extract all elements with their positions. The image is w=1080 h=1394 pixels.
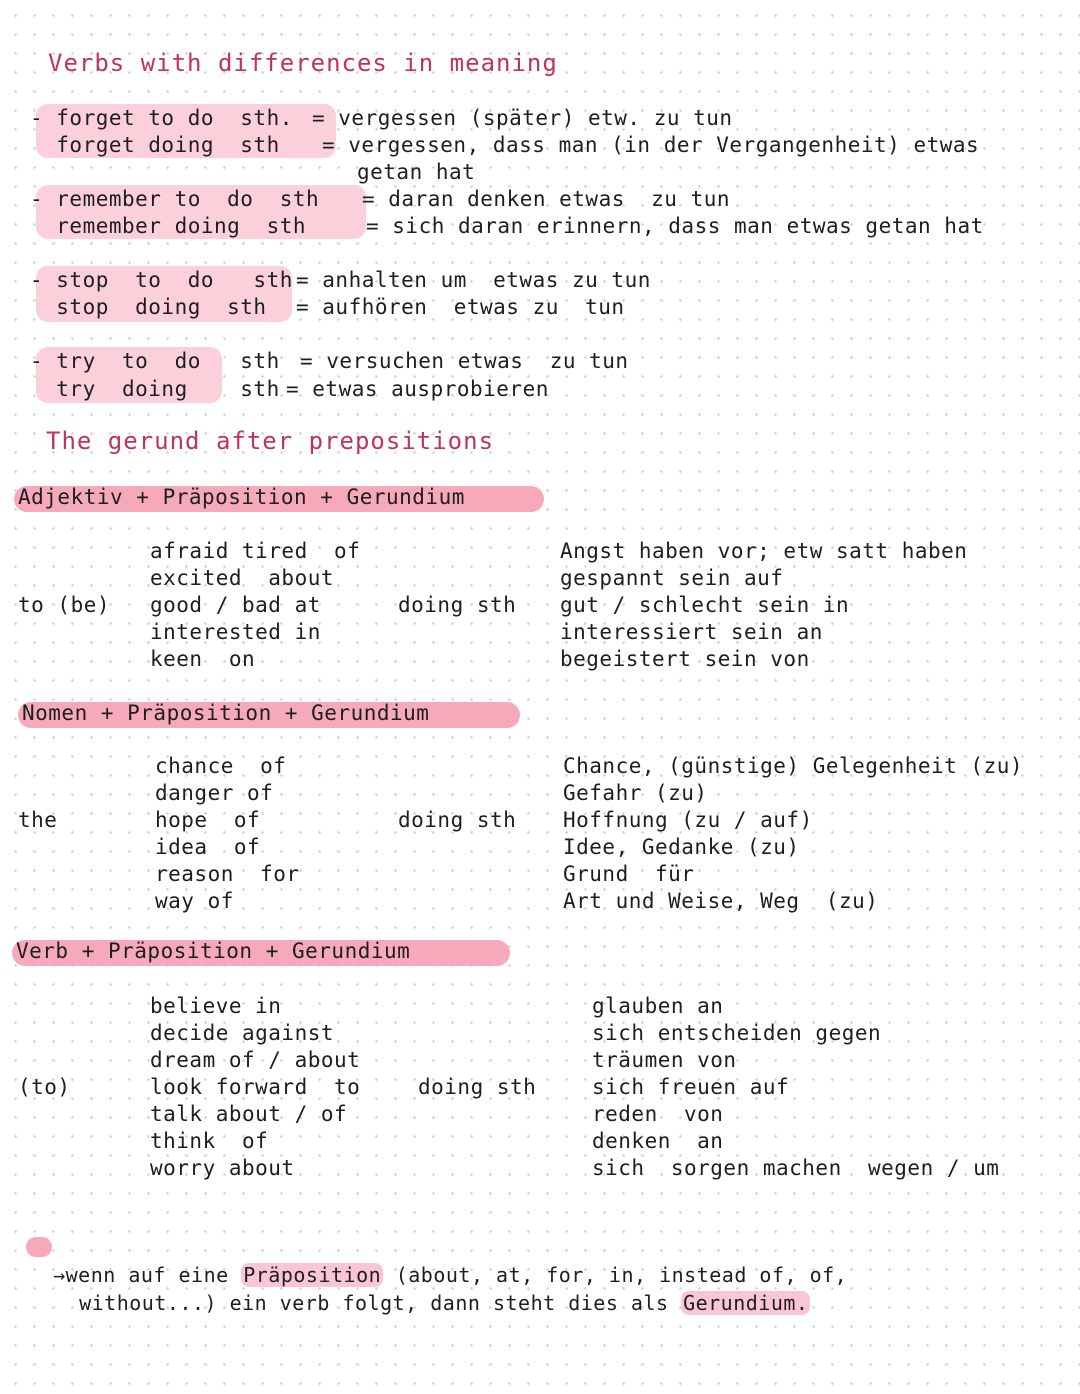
verb-item: dream of / about — [150, 1048, 361, 1072]
gerund-heading: The gerund after prepositions — [46, 427, 495, 455]
adj-middle: doing sth — [398, 593, 517, 617]
forget-doing-meaning: = vergessen, dass man (in der Vergangenheit) etwas — [322, 133, 980, 157]
verb-prefix: (to) — [18, 1075, 71, 1099]
adj-item: interested in — [150, 620, 321, 644]
verb-translation: träumen von — [592, 1048, 737, 1072]
forget-doing-meaning-cont: getan hat — [357, 160, 476, 184]
verb-item: decide against — [150, 1021, 335, 1045]
noun-translation: Art und Weise, Weg (zu) — [563, 889, 879, 913]
noun-item: danger of — [155, 781, 274, 805]
noun-translation: Chance, (günstige) Gelegenheit (zu) — [563, 754, 1024, 778]
verb-item: think of — [150, 1129, 269, 1153]
adj-translation: interessiert sein an — [560, 620, 823, 644]
noun-translation: Gefahr (zu) — [563, 781, 708, 805]
verb-section-heading: Verb + Präposition + Gerundium — [16, 939, 411, 963]
verb-translation: sich sorgen machen wegen / um — [592, 1156, 1000, 1180]
adj-translation: gut / schlecht sein in — [560, 593, 850, 617]
remember-to-do: - remember to do sth — [30, 187, 320, 211]
adj-item: keen on — [150, 647, 256, 671]
forget-to-do-meaning: = vergessen (später) etw. zu tun — [312, 106, 733, 130]
adj-translation: gespannt sein auf — [560, 566, 784, 590]
page-title: Verbs with differences in meaning — [48, 49, 558, 77]
verb-item: believe in — [150, 994, 282, 1018]
stop-doing: stop doing sth — [30, 295, 267, 319]
noun-middle: doing sth — [398, 808, 517, 832]
verb-translation: sich freuen auf — [592, 1075, 790, 1099]
note-text: (about, at, for, in, instead of, of, — [383, 1263, 848, 1287]
noun-item: way of — [155, 889, 234, 913]
noun-translation: Hoffnung (zu / auf) — [563, 808, 813, 832]
verb-translation: glauben an — [592, 994, 724, 1018]
remember-doing: remember doing sth — [30, 214, 307, 238]
verb-translation: reden von — [592, 1102, 724, 1126]
stop-to-do: - stop to do sth — [30, 268, 293, 292]
verb-translation: sich entscheiden gegen — [592, 1021, 882, 1045]
stop-to-do-meaning: = anhalten um etwas zu tun — [296, 268, 651, 292]
adj-item: afraid tired of — [150, 539, 361, 563]
noun-translation: Idee, Gedanke (zu) — [563, 835, 800, 859]
note-line-2 — [54, 1264, 810, 1316]
adj-translation: begeistert sein von — [560, 647, 810, 671]
adj-section-heading: Adjektiv + Präposition + Gerundium — [18, 485, 465, 509]
note-highlight-preposition: Präposition — [243, 1263, 382, 1287]
noun-prefix: the — [18, 808, 58, 832]
verb-item: look forward to — [150, 1075, 361, 1099]
arrow-icon: → — [53, 1263, 66, 1287]
verb-translation: denken an — [592, 1129, 724, 1153]
forget-doing: forget doing sth — [30, 133, 280, 157]
note-text: wenn auf eine — [65, 1263, 242, 1287]
noun-item: idea of — [155, 835, 261, 859]
try-to-do-meaning: = versuchen etwas zu tun — [300, 349, 629, 373]
stop-doing-meaning: = aufhören etwas zu tun — [296, 295, 625, 319]
remember-doing-meaning: = sich daran erinnern, dass man etwas getan hat — [366, 214, 984, 238]
verb-item: worry about — [150, 1156, 295, 1180]
try-to-do: - try to do sth — [30, 349, 280, 373]
remember-to-do-meaning: = daran denken etwas zu tun — [362, 187, 731, 211]
noun-item: chance of — [155, 754, 287, 778]
noun-item: reason for — [155, 862, 300, 886]
note-highlight-gerundium: Gerundium. — [683, 1291, 809, 1315]
adj-item: excited about — [150, 566, 335, 590]
try-doing-meaning: = etwas ausprobieren — [286, 377, 549, 401]
note-text: without...) ein verb folgt, dann steht dies als — [79, 1291, 682, 1315]
noun-section-heading: Nomen + Präposition + Gerundium — [22, 701, 430, 725]
noun-item: hope of — [155, 808, 261, 832]
adj-translation: Angst haben vor; etw satt haben — [560, 539, 968, 563]
verb-item: talk about / of — [150, 1102, 348, 1126]
noun-translation: Grund für — [563, 862, 695, 886]
try-doing: try doing sth — [30, 377, 280, 401]
adj-item: good / bad at — [150, 593, 321, 617]
forget-to-do: - forget to do sth. — [30, 106, 293, 130]
verb-middle: doing sth — [418, 1075, 537, 1099]
adj-prefix: to (be) — [18, 593, 111, 617]
